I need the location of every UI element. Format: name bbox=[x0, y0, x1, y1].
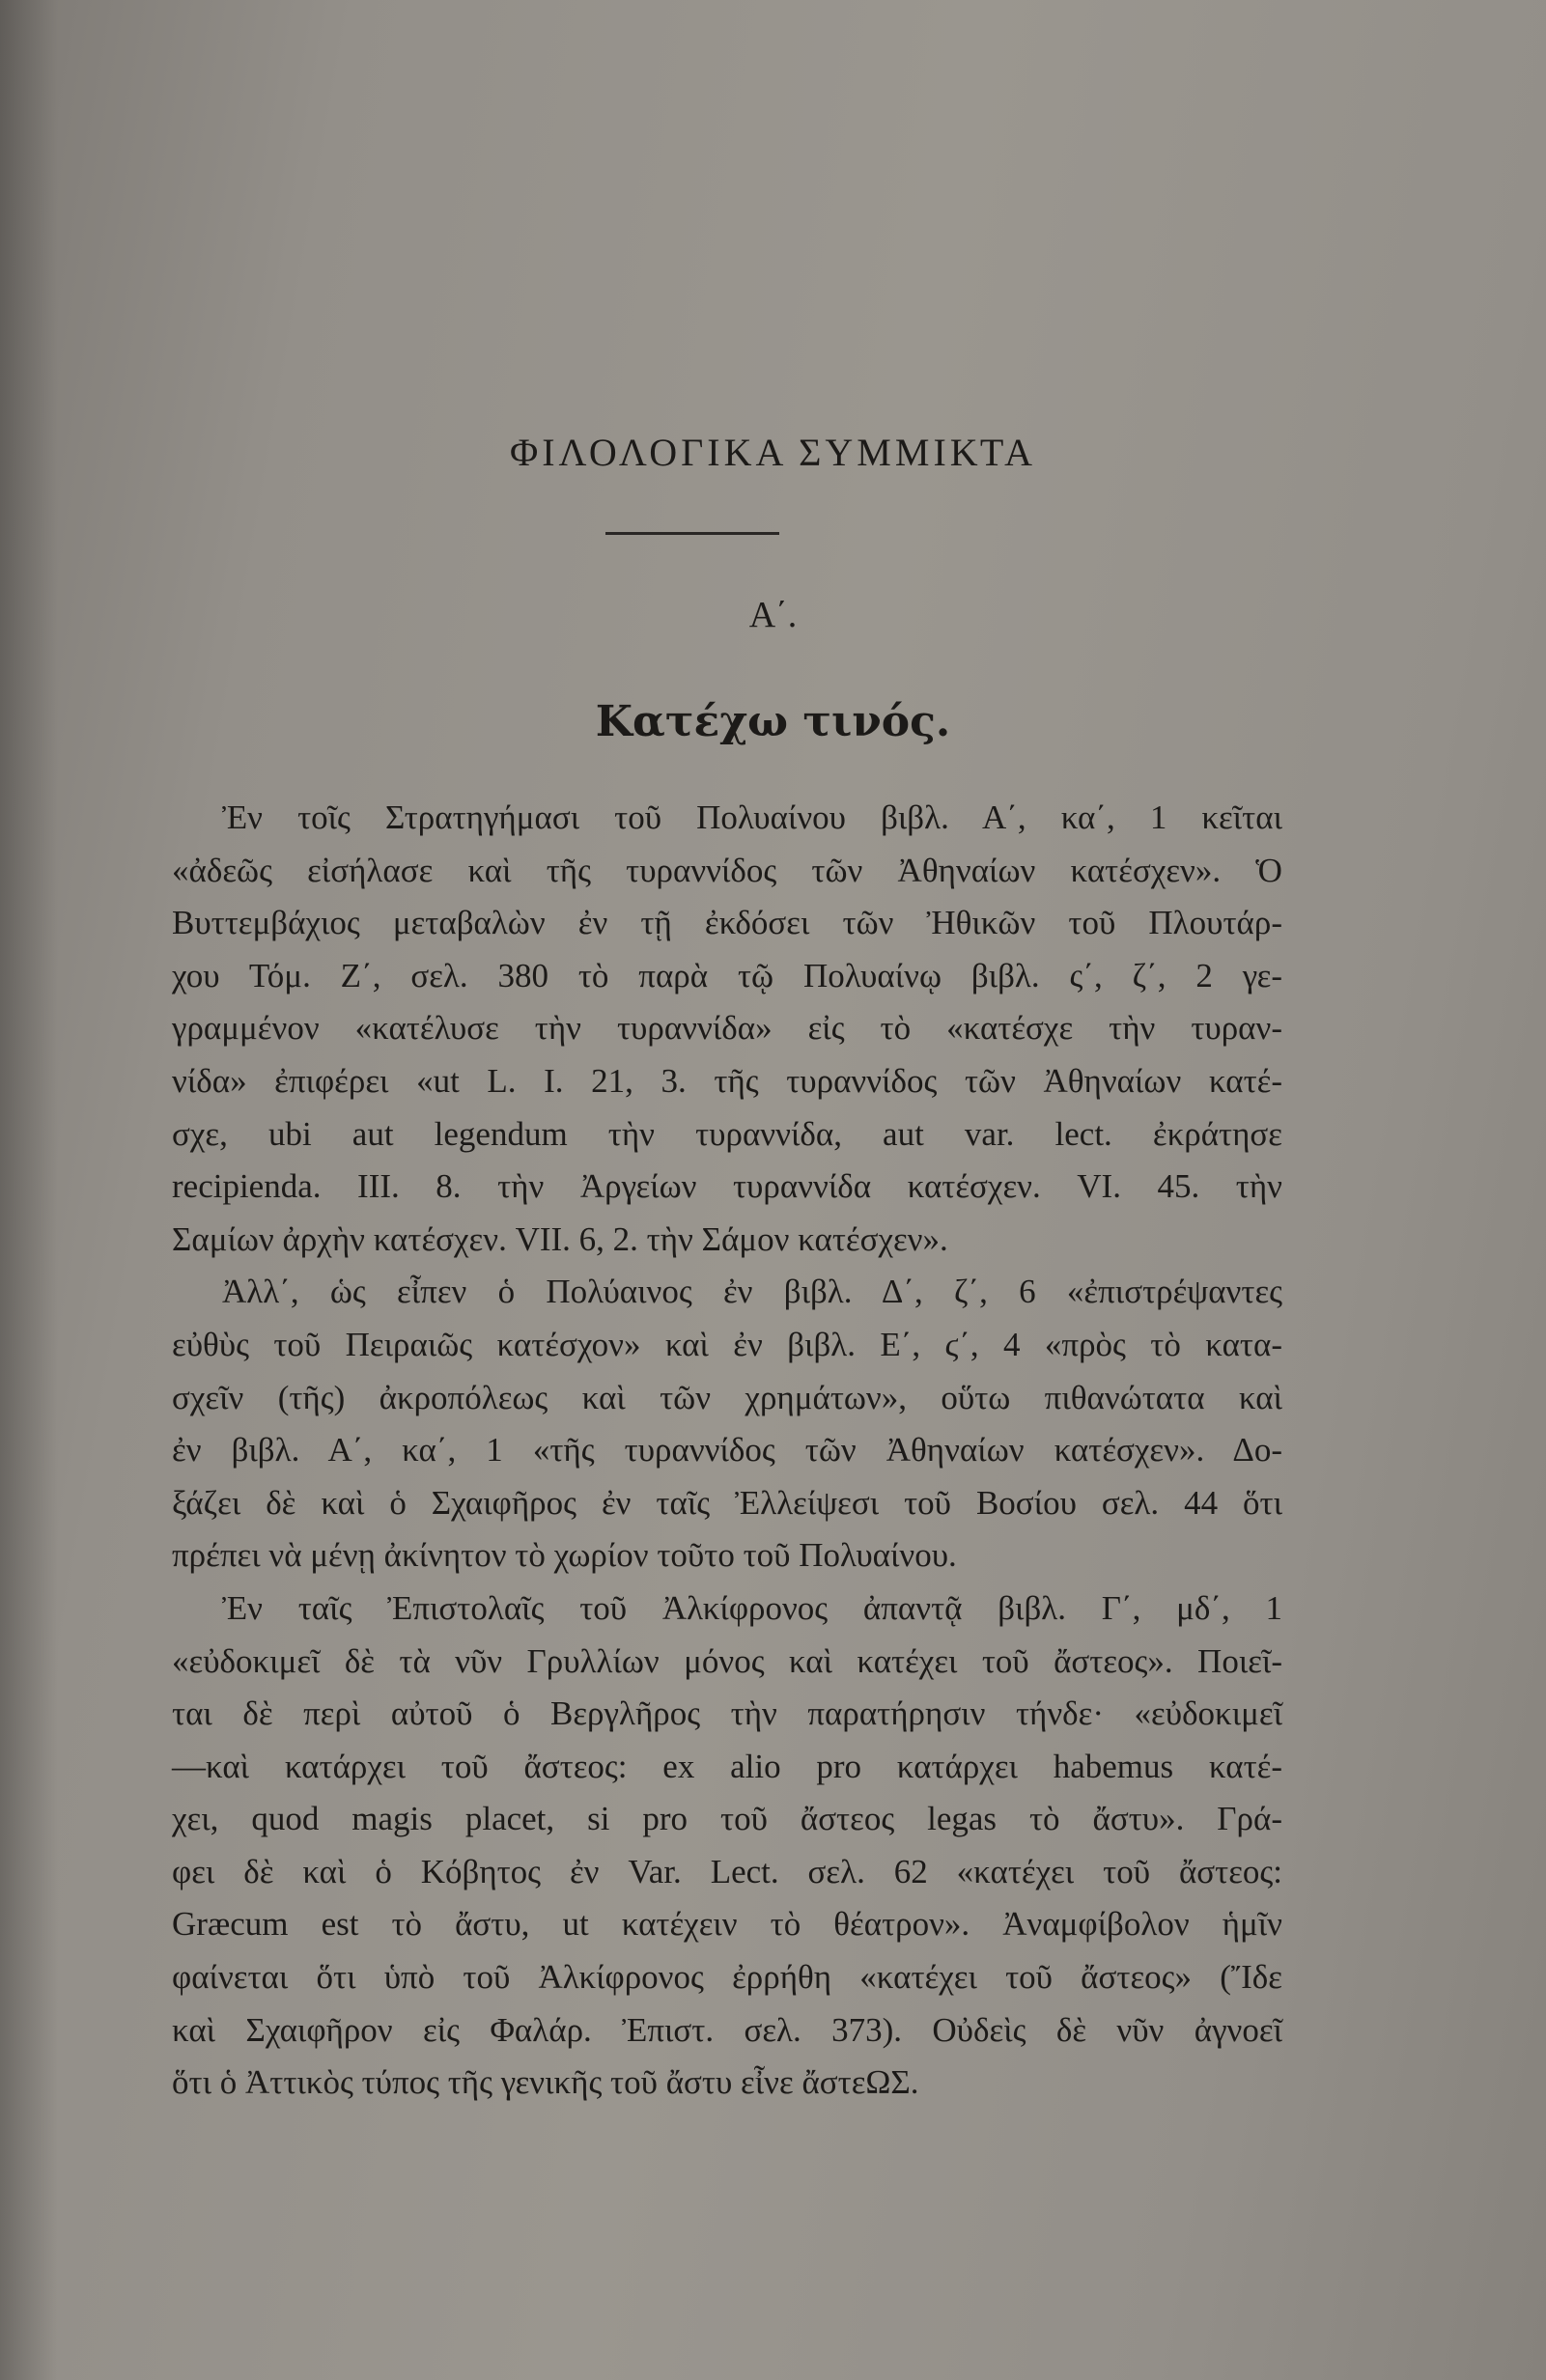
text-line: Ἐν ταῖς Ἐπιστολαῖς τοῦ Ἀλκίφρονος ἀπαντᾷ βιβλ. Γ΄, μδ΄, 1 bbox=[222, 1588, 1282, 1627]
text-line: φαίνεται ὅτι ὑπὸ τοῦ Ἀλκίφρονος ἐρρήθη «κατέχει τοῦ ἄστεος» (Ἴδε bbox=[172, 1958, 1282, 1997]
section-heading: Κατέχω τινός. bbox=[595, 697, 951, 746]
text-line: Σαμίων ἀρχὴν κατέσχεν. VII. 6, 2. τὴν Σάμον κατέσχεν». bbox=[172, 1219, 948, 1258]
text-line: —καὶ κατάρχει τοῦ ἄστεος: ex alio pro κατάρχει habemus κατέ- bbox=[172, 1747, 1282, 1785]
text-line: πρέπει νὰ μένῃ ἀκίνητον τὸ χωρίον τοῦτο τοῦ Πολυαίνου. bbox=[172, 1536, 957, 1575]
text-line: ὅτι ὁ Ἀττικὸς τύπος τῆς γενικῆς τοῦ ἄστυ εἶνε ἄστεΩΣ. bbox=[172, 2063, 919, 2102]
text-line: ται δὲ περὶ αὐτοῦ ὁ Βεργλῆρος τὴν παρατήρησιν τήνδε· «εὐδοκιμεῖ bbox=[172, 1694, 1282, 1733]
text-line: καὶ Σχαιφῆρον εἰς Φαλάρ. Ἐπιστ. σελ. 373). Οὐδεὶς δὲ νῦν ἀγνοεῖ bbox=[172, 2010, 1282, 2049]
text-line: ξάζει δὲ καὶ ὁ Σχαιφῆρος ἐν ταῖς Ἐλλείψεσι τοῦ Βοσίου σελ. 44 ὅτι bbox=[172, 1483, 1282, 1522]
text-line: φει δὲ καὶ ὁ Κόβητος ἐν Var. Lect. σελ. 62 «κατέχει τοῦ ἄστεος: bbox=[172, 1852, 1282, 1890]
text-line: «εὐδοκιμεῖ δὲ τὰ νῦν Γρυλλίων μόνος καὶ κατέχει τοῦ ἄστεος». Ποιεῖ- bbox=[172, 1641, 1282, 1680]
text-line: Ἀλλ΄, ὡς εἶπεν ὁ Πολύαινος ἐν βιβλ. Δ΄, ζ΄, 6 «ἐπιστρέψαντες bbox=[222, 1273, 1282, 1311]
text-line: σχε, ubi aut legendum τὴν τυραννίδα, aut var. lect. ἐκράτησε bbox=[172, 1114, 1282, 1153]
text-line: γραμμένον «κατέλυσε τὴν τυραννίδα» εἰς τὸ «κατέσχε τὴν τυραν- bbox=[172, 1009, 1282, 1048]
text-line: χει, quod magis placet, si pro τοῦ ἄστεος legas τὸ ἄστυ». Γρά- bbox=[172, 1800, 1282, 1838]
title-rule bbox=[605, 532, 779, 535]
text-line: εὐθὺς τοῦ Πειραιῶς κατέσχον» καὶ ἐν βιβλ. Ε΄, ϛ΄, 4 «πρὸς τὸ κατα- bbox=[172, 1325, 1282, 1363]
text-line: χου Τόμ. Ζ΄, σελ. 380 τὸ παρὰ τῷ Πολυαίνῳ βιβλ. ς΄, ζ΄, 2 γε- bbox=[172, 956, 1282, 994]
text-line: recipienda. III. 8. τὴν Ἀργείων τυραννίδα κατέσχεν. VI. 45. τὴν bbox=[172, 1167, 1282, 1206]
body-text bbox=[172, 792, 1282, 2110]
text-line: Ἐν τοῖς Στρατηγήμασι τοῦ Πολυαίνου βιβλ. Α΄, κα΄, 1 κεῖται bbox=[222, 798, 1282, 836]
text-line: ἐν βιβλ. Α΄, κα΄, 1 «τῆς τυραννίδος τῶν Ἀθηναίων κατέσχεν». Δο- bbox=[172, 1431, 1282, 1470]
running-title: ΦΙΛΟΛΟΓΙΚΑ ΣΥΜΜΙΚΤΑ bbox=[509, 431, 1037, 474]
text-line: «ἀδεῶς εἰσήλασε καὶ τῆς τυραννίδος τῶν Ἀθηναίων κατέσχεν». Ὁ bbox=[172, 851, 1282, 889]
text-line: Græcum est τὸ ἄστυ, ut κατέχειν τὸ θέατρον». Ἀναμφίβολον ἡμῖν bbox=[172, 1905, 1282, 1944]
text-line: σχεῖν (τῆς) ἀκροπόλεως καὶ τῶν χρημάτων», οὕτω πιθανώτατα καὶ bbox=[172, 1378, 1282, 1416]
text-line: Βυττεμβάχιος μεταβαλὼν ἐν τῇ ἐκδόσει τῶν Ἠθικῶν τοῦ Πλουτάρ- bbox=[172, 904, 1282, 942]
section-number: Α΄. bbox=[748, 595, 798, 635]
text-line: νίδα» ἐπιφέρει «ut L. I. 21, 3. τῆς τυραννίδος τῶν Ἀθηναίων κατέ- bbox=[172, 1061, 1282, 1100]
